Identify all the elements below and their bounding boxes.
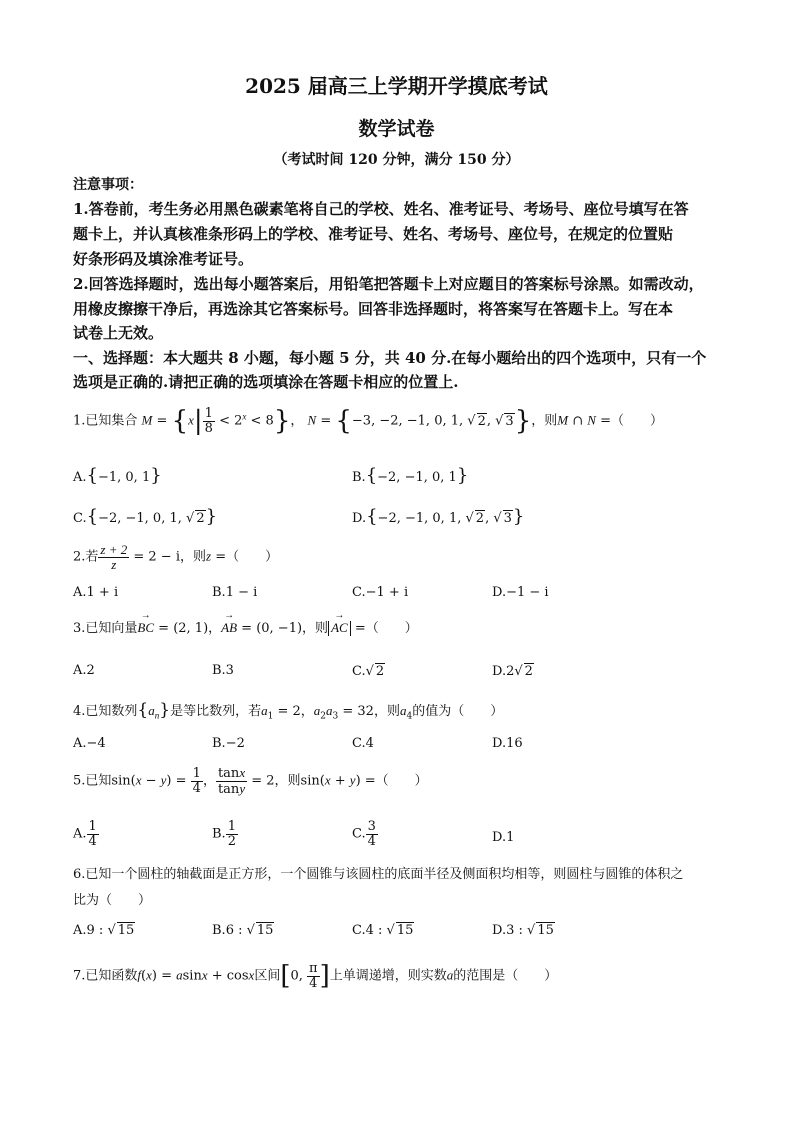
subject-title: 数学试卷	[358, 118, 435, 140]
q4-option-d[interactable]: D.16	[492, 736, 523, 751]
q1-option-c[interactable]: C.{−2, −1, 0, 1, √ 2}	[73, 506, 218, 527]
q6-option-a[interactable]: A.9 : √ 15	[73, 923, 135, 938]
q6-option-b[interactable]: B.6 : √ 15	[212, 923, 274, 938]
question-6-cont: 比为（ ）	[73, 893, 152, 908]
q3-option-c[interactable]: C.√ 2	[352, 664, 385, 679]
question-7: 7.已知函数f(x) = asinx + cosx区间[0, $\frac{\pi}{4}$ ]上单调递增，则实数a的范围是（ ）	[73, 961, 558, 992]
q5-option-c[interactable]: C. $\frac{3}{4}$	[352, 819, 376, 849]
q1-stem: 1.已知集合	[73, 413, 138, 429]
q2-option-b[interactable]: B.1 − i	[212, 585, 258, 600]
notice-line: 试卷上无效。	[73, 324, 164, 342]
question-6: 6.已知一个圆柱的轴截面是正方形，一个圆锥与该圆柱的底面半径及侧面积均相等，则圆柱与圆锥的体积之	[73, 867, 684, 882]
notice-line: 2.回答选择题时，选出每小题答案后，用铅笔把答题卡上对应题目的答案标号涂黑。如需改动，	[73, 275, 704, 293]
q4-option-c[interactable]: C.4	[352, 736, 374, 751]
notice-line: 用橡皮擦擦干净后，再选涂其它答案标号。回答非选择题时，将答案写在答题卡上。写在本	[73, 300, 674, 318]
q2-option-a[interactable]: A.1 + i	[73, 585, 119, 600]
q6-option-d[interactable]: D.3 : √ 15	[492, 923, 554, 938]
question-1: 1.已知集合 M = {x| $\frac{1}{8}$ < $2^x < 8$}， N = {−3, −2, −1, 0, 1, √ 2, √ 3}，则M ∩ N =（ ）	[73, 406, 663, 437]
q1-set-m: M	[141, 412, 153, 428]
section-heading-cont: 选项是正确的.请把正确的选项填涂在答题卡相应的位置上.	[73, 373, 459, 391]
q5-option-b[interactable]: B. $\frac{1}{2}$	[212, 819, 236, 849]
q3-option-a[interactable]: A.2	[73, 663, 95, 678]
question-4: 4.已知数列$\{a_n\}$是等比数列，若$a_1 = 2$，$a_2a_3 = 32$，则$a_4$的值为（ ）	[73, 700, 504, 722]
question-3: 3.已知向量→ BC = (2, 1)，→ AB = (0, −1)，则→ AC =（ ）	[73, 617, 418, 636]
q1-option-d[interactable]: D.{−2, −1, 0, 1, √ 2, √ 3}	[352, 506, 525, 527]
notice-line: 1.答卷前，考生务必用黑色碳素笔将自己的学校、姓名、准考证号、考场号、座位号填写在答	[73, 200, 689, 218]
q5-option-d[interactable]: D.1	[492, 830, 515, 845]
notice-line: 题卡上，并认真核准条形码上的学校、准考证号、姓名、考场号、座位号，在规定的位置贴	[73, 225, 674, 243]
question-2: 2.若 $\frac{z + 2}{z}$ = 2 − i，则z =（ ）	[73, 542, 279, 572]
section-heading: 一、选择题：本大题共 8 小题，每小题 5 分，共 40 分.在每小题给出的四个选项中，只有一个	[73, 349, 707, 367]
notice-line: 好条形码及填涂准考证号。	[73, 250, 254, 268]
q6-option-c[interactable]: C.4 : √ 15	[352, 923, 414, 938]
q2-option-d[interactable]: D.−1 − i	[492, 585, 549, 600]
exam-title: 2025 届高三上学期开学摸底考试	[245, 74, 548, 98]
question-5: 5.已知sin(x − y) = $\frac{1}{4}$ ， $\frac{\tan x}{\tan y}$ = 2，则sin(x + y) =（ ）	[73, 765, 428, 797]
q4-option-b[interactable]: B.−2	[212, 736, 245, 751]
time-note: （考试时间 120 分钟，满分 150 分）	[273, 152, 520, 168]
q3-option-d[interactable]: D.2√ 2	[492, 664, 533, 679]
q2-option-c[interactable]: C.−1 + i	[352, 585, 409, 600]
notice-heading: 注意事项：	[73, 177, 143, 193]
q1-option-b[interactable]: B.{−2, −1, 0, 1}	[352, 465, 469, 486]
q5-option-a[interactable]: A. $\frac{1}{4}$	[73, 819, 97, 849]
q4-option-a[interactable]: A.−4	[73, 736, 106, 751]
q1-option-a[interactable]: A.{−1, 0, 1}	[73, 465, 162, 486]
q3-option-b[interactable]: B.3	[212, 663, 234, 678]
